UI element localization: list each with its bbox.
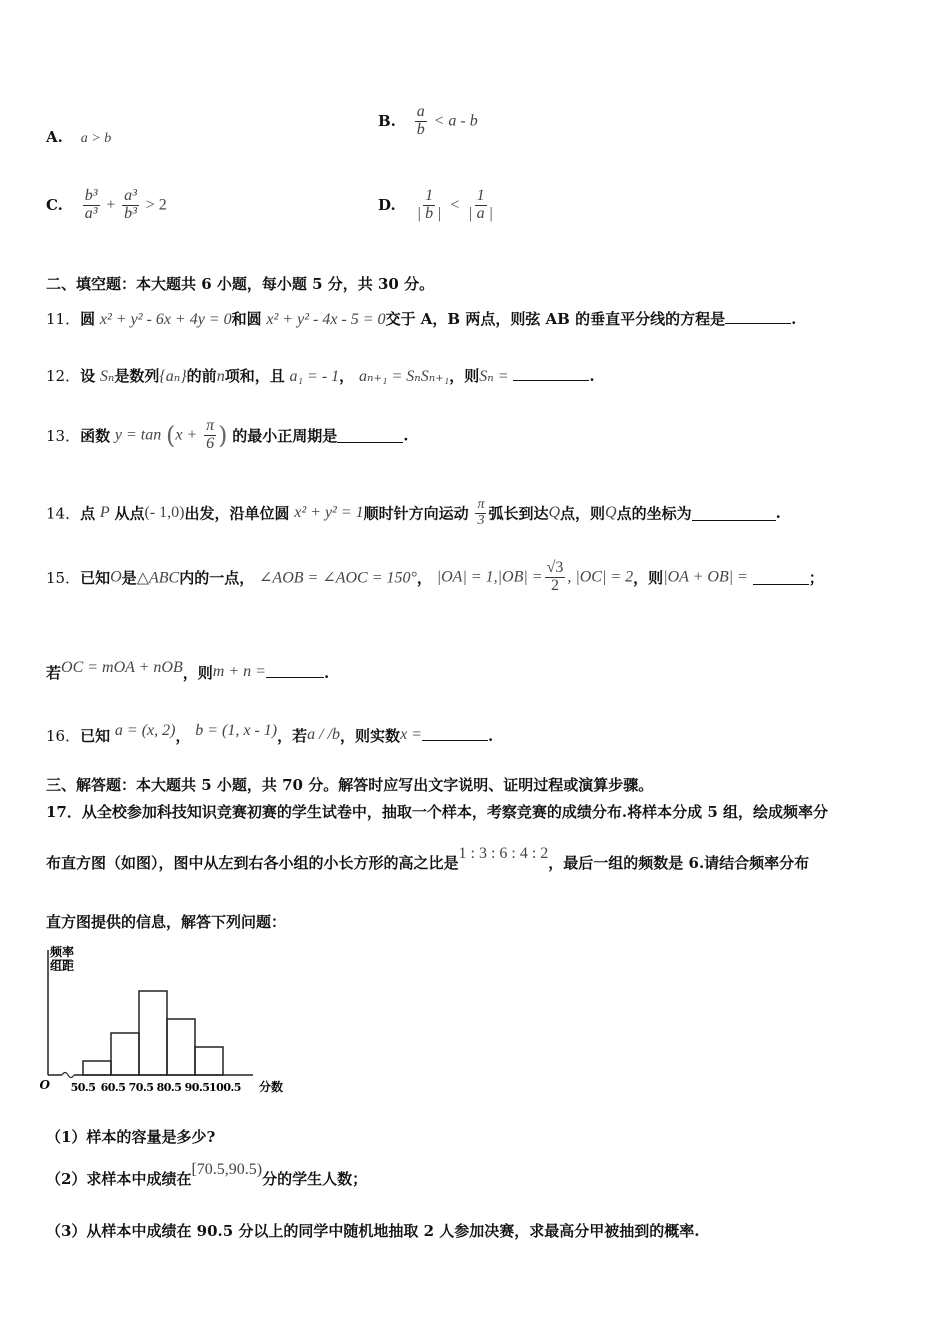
q13-x: x +	[175, 426, 198, 444]
q17-line3: 直方图提供的信息，解答下列问题：	[46, 913, 287, 931]
option-b	[378, 104, 478, 139]
question-14	[46, 498, 781, 528]
y-label-bottom: 组距	[49, 959, 75, 973]
q17-ratio: 1 : 3 : 6 : 4 : 2	[458, 845, 549, 862]
q15-ob: |OB| =	[497, 568, 543, 586]
question-12	[46, 365, 595, 386]
q15-end2: .	[323, 664, 330, 682]
q15-o: O	[110, 568, 122, 586]
q15-text5: 若	[46, 664, 62, 682]
section3-title: 三、解答题：本大题共 5 小题，共 70 分。解答时应写出文字说明、证明过程或演算步骤。	[46, 776, 654, 794]
option-b-tail: < a - b	[433, 112, 478, 130]
q13-lparen: (	[166, 421, 176, 450]
q14-text2: 从点	[114, 504, 145, 523]
q14-text6: 点，则	[560, 504, 606, 523]
q11-end: .	[791, 310, 797, 328]
q15-number: 15．	[46, 568, 81, 587]
q12-recurrence: aₙ₊₁ = SₙSₙ₊₁	[358, 368, 450, 385]
q11-eq1: x² + y² - 6x + 4y = 0	[99, 311, 232, 328]
q17-line2b: ，最后一组的频数是 6.请结合频率分布	[548, 854, 810, 872]
histogram-bar	[195, 1047, 223, 1075]
q17-line2	[46, 845, 810, 873]
q16-text3: ，则实数	[340, 727, 401, 745]
option-b-fraction: $\frac{a}{b}$	[416, 103, 425, 138]
q12-text2: 是数列	[114, 367, 160, 385]
q16-text2: ，若	[277, 727, 308, 745]
q14-text1: 点	[80, 504, 96, 523]
q15-text6: ，则	[182, 664, 213, 682]
q12-n: n	[216, 368, 225, 385]
option-c-label: C.	[46, 196, 63, 215]
q15-oc: , |OC| = 2	[567, 568, 634, 586]
x-tick-label: 70.5	[128, 1081, 154, 1094]
q14-circle: x² + y² = 1	[294, 504, 364, 522]
q11-eq2: x² + y² - 4x - 5 = 0	[266, 311, 386, 328]
q14-q: Q	[548, 504, 561, 522]
question-13	[46, 418, 409, 453]
q14-start-point: (- 1,0)	[144, 504, 185, 522]
option-a-expr: a > b	[80, 131, 112, 146]
q15-comma: ，	[416, 568, 432, 587]
q13-answer-blank[interactable]	[337, 428, 403, 443]
q17-sub2a: （2）求样本中成绩在	[46, 1170, 192, 1188]
question-16	[46, 722, 494, 746]
question-11	[46, 308, 796, 329]
q15-text2: 是	[121, 568, 137, 587]
q15-end: ；	[808, 568, 824, 587]
question-15-line2	[46, 659, 330, 683]
q17-sub2b: 分的学生人数；	[262, 1170, 368, 1188]
q14-text4: 顺时针方向运动	[363, 504, 469, 523]
q12-an: {aₙ}	[159, 368, 187, 385]
origin-label: O	[40, 1078, 50, 1092]
q13-text1: 函数	[80, 426, 111, 445]
option-d-lt: <	[450, 196, 460, 214]
q12-end: .	[589, 367, 595, 385]
q15-angle: ∠AOB = ∠AOC = 150°	[259, 569, 417, 587]
q16-vector-a: a = (x, 2)	[114, 722, 176, 739]
y-label-top: 频率	[49, 945, 75, 959]
option-a	[46, 128, 111, 147]
option-d	[378, 188, 497, 223]
q13-fraction: $\frac{\pi}{6}$	[206, 417, 215, 452]
q13-lhs: y = tan	[114, 426, 162, 444]
axis-break	[62, 1073, 74, 1078]
q14-text5: 弧长到达	[488, 504, 549, 523]
q12-text1: 设	[80, 367, 96, 385]
option-b-label: B.	[378, 112, 396, 131]
frequency-histogram	[40, 940, 300, 1100]
q15-answer-blank-2[interactable]	[266, 663, 324, 678]
option-c-frac2: $\frac{\text{a³}}{\text{b³}}$	[124, 187, 137, 222]
histogram-bar	[167, 1019, 195, 1075]
option-d-frac2: $\frac{1}{| a |}$	[468, 187, 493, 222]
q16-comma: ，	[175, 727, 191, 745]
q13-text2: 的最小正周期是	[232, 426, 338, 445]
q12-comma: ，	[339, 367, 355, 385]
q17-sub2	[46, 1161, 368, 1189]
q11-text3: 交于 A，B 两点，则弦 AB 的垂直平分线的方程是	[385, 310, 726, 328]
q12-number: 12．	[46, 367, 81, 385]
x-label: 分数	[258, 1080, 284, 1094]
histogram-bar	[139, 991, 167, 1075]
q16-number: 16．	[46, 727, 81, 745]
q12-sn2: Sₙ =	[479, 368, 509, 385]
q14-number: 14．	[46, 504, 81, 523]
q12-text5: ，则	[449, 367, 480, 385]
q12-text3: 的前	[186, 367, 217, 385]
q15-answer-blank-1[interactable]	[753, 570, 809, 585]
q15-fraction: $\frac{√3}{2}$	[546, 559, 564, 594]
section2-title: 二、填空题：本大题共 6 小题，每小题 5 分，共 30 分。	[46, 275, 435, 293]
q17-sub3: （3）从样本中成绩在 90.5 分以上的同学中随机地抽取 2 人参加决赛，求最高分甲被抽到的概率.	[46, 1222, 700, 1240]
histogram-bar	[83, 1061, 111, 1075]
option-a-label: A.	[46, 128, 63, 146]
q14-q2: Q	[605, 504, 617, 522]
q14-text3: 出发，沿单位圆	[184, 504, 290, 523]
question-15	[46, 560, 824, 595]
q16-parallel: a / /b	[307, 726, 341, 743]
q17-interval: [70.5,90.5)	[191, 1161, 263, 1178]
q15-text1: 已知	[80, 568, 111, 587]
q16-vector-b: b = (1, x - 1)	[195, 722, 278, 739]
q14-fraction: $\frac{\pi}{3}$	[477, 497, 485, 528]
q11-text1: 圆	[80, 310, 96, 328]
q17-line1: 17．从全校参加科技知识竞赛初赛的学生试卷中，抽取一个样本，考察竞赛的成绩分布.将样本分成 5 组，绘成频率分	[46, 803, 828, 821]
q16-x: x =	[400, 726, 422, 743]
q15-linear-combo: OC = mOA + nOB	[61, 659, 183, 676]
x-tick-label: 100.5	[209, 1081, 241, 1094]
q11-answer-blank[interactable]	[725, 309, 791, 324]
q11-number: 11．	[46, 310, 81, 328]
q15-mn: m + n =	[212, 663, 266, 680]
option-c-plus: +	[106, 196, 116, 214]
x-tick-label: 60.5	[100, 1081, 126, 1094]
q16-text1: 已知	[80, 727, 111, 745]
option-c-tail: > 2	[145, 196, 167, 214]
x-tick-label: 90.5	[184, 1081, 210, 1094]
q14-answer-blank[interactable]	[692, 506, 776, 521]
q15-triangle: △ABC	[136, 569, 180, 587]
q13-number: 13．	[46, 426, 81, 445]
q14-p: P	[99, 504, 110, 522]
q12-sn: Sₙ	[99, 368, 115, 385]
q15-sum: |OA + OB| =	[663, 568, 748, 586]
q11-text2: 和圆	[231, 310, 262, 328]
q17-sub1: （1）样本的容量是多少?	[46, 1128, 216, 1146]
option-c-frac1: $\frac{\text{b³}}{\text{a³}}$	[84, 187, 98, 222]
q14-end: .	[775, 504, 781, 523]
q12-a1: a₁ = - 1	[289, 368, 340, 385]
q14-text7: 点的坐标为	[616, 504, 692, 523]
histogram-bar	[111, 1033, 139, 1075]
option-c	[46, 188, 167, 223]
x-tick-label: 50.5	[70, 1081, 96, 1094]
q13-rparen: )	[218, 421, 228, 450]
q12-answer-blank[interactable]	[513, 366, 589, 381]
option-d-frac1: $\frac{1}{| b |}$	[416, 187, 442, 222]
q12-text4: 项和，且	[224, 367, 285, 385]
q15-oa: |OA| = 1,	[436, 568, 498, 586]
q15-text4: ，则	[633, 568, 664, 587]
q17-line2a: 布直方图（如图），图中从左到右各小组的小长方形的高之比是	[46, 854, 459, 872]
q16-answer-blank[interactable]	[422, 726, 488, 741]
x-tick-label: 80.5	[156, 1081, 182, 1094]
q13-end: .	[403, 426, 409, 445]
q15-text3: 内的一点，	[179, 568, 255, 587]
option-d-label: D.	[378, 196, 396, 215]
q16-end: .	[487, 727, 494, 745]
